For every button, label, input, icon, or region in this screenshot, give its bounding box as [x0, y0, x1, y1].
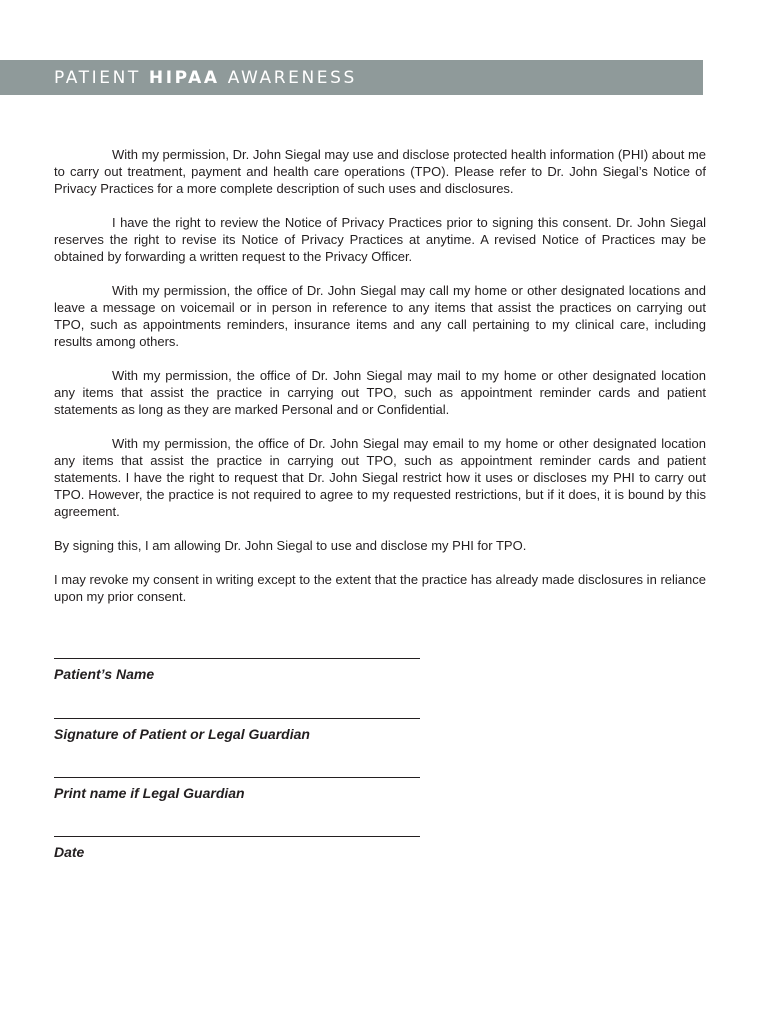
paragraph-mail-consent: With my permission, the office of Dr. John Siegal may mail to my home or other designated location any items that assist the practice in carrying out TPO, such as appointment reminder cards and patient statements as long as they are marked Personal and or Confidential. — [54, 368, 706, 417]
date-line[interactable] — [54, 836, 420, 837]
print-name-label: Print name if Legal Guardian — [54, 785, 245, 801]
print-name-line[interactable] — [54, 777, 420, 778]
paragraph-phi-disclosure: With my permission, Dr. John Siegal may use and disclose protected health information (PHI) about me to carry out treatment, payment and health care operations (TPO). Please refer to Dr. John Siegal’s Notice of Privacy Practices for a more complete description of such uses and disclosures. — [54, 147, 706, 196]
paragraph-phone-consent: With my permission, the office of Dr. John Siegal may call my home or other designated locations and leave a message on voicemail or in person in reference to any items that assist the practices on carrying out TPO, such as appointments reminders, insurance items and any call pertaining to my clinical care, including results among others. — [54, 283, 706, 349]
signature-label: Signature of Patient or Legal Guardian — [54, 726, 310, 742]
title-bold: HIPAA — [148, 68, 220, 88]
consent-body — [54, 146, 706, 622]
patient-name-label: Patient’s Name — [54, 666, 155, 682]
signature-line[interactable] — [54, 718, 420, 719]
page-title — [54, 68, 357, 88]
paragraph-email-consent: With my permission, the office of Dr. John Siegal may email to my home or other designated location any items that assist the practice in carrying out TPO, such as appointment reminder cards and patient statements. I have the right to request that Dr. John Siegal restrict how it uses or discloses my PHI to carry out TPO. However, the practice is not required to agree to my requested restrictions, but if it does, it is bound by this agreement. — [54, 436, 706, 519]
paragraph-review-rights: I have the right to review the Notice of Privacy Practices prior to signing this consent. Dr. John Siegal reserves the right to revise its Notice of Privacy Practices at anytime. A revised Notice of Practices may be obtained by forwarding a written request to the Privacy Officer. — [54, 215, 706, 264]
date-label: Date — [54, 844, 85, 860]
title-part-1: PATIENT — [54, 68, 149, 88]
paragraph-revoke-consent: I may revoke my consent in writing except to the extent that the practice has already made disclosures in reliance upon my prior consent. — [54, 572, 706, 604]
header-bar — [0, 60, 703, 95]
paragraph-signing-statement: By signing this, I am allowing Dr. John Siegal to use and disclose my PHI for TPO. — [54, 538, 527, 553]
patient-name-line[interactable] — [54, 658, 420, 659]
title-part-2: AWARENESS — [219, 68, 357, 88]
